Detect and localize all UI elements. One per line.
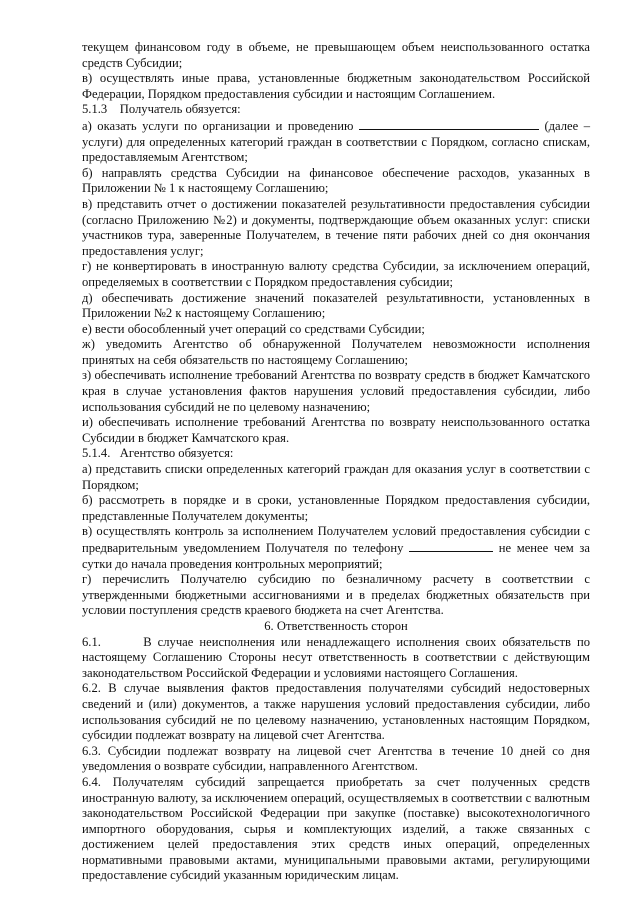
item-5-1-4-g: г) перечислить Получателю субсидию по безналичному расчету в соответствии с утвержденными бюджетными ассигнованиями и в пределах бюджетных обязательств при условии поступления средств краевого бюджета на счет Агентства. (82, 572, 590, 618)
section-6-heading: 6. Ответственность сторон (264, 618, 408, 633)
phone-blank[interactable] (409, 540, 493, 552)
item-text-continued: (далее – услуги) для определенных категорий граждан в соответствии с Порядком, согласно спискам, предоставляемым Агентством; (82, 118, 591, 165)
clause-6-4: 6.4. Получателям субсидий запрещается приобретать за счет полученных средств иностранную валюту, за исключением операций, осуществляемых в соответствии с валютным законодательством Российской Федерации при закупке (поставке) высокотехнологичного импортного оборудования, сырья и комплектующих изделий, а также связанных с достижением целей предоставления этих средств иных операций, определенных нормативными правовыми актами, муниципальными правовыми актами, регулирующими предоставление субсидий указанным юридическим лицам. (82, 774, 590, 883)
item-5-1-3-b: б) направлять средства Субсидии на финансовое обеспечение расходов, указанных в Приложении № 1 к настоящему Соглашению; (82, 165, 590, 196)
item-5-1-3-a (82, 118, 590, 166)
item-5-1-4-v (82, 524, 590, 572)
clause-5-1-3 (82, 102, 590, 118)
item-5-1-3-g: г) не конвертировать в иностранную валюту средства Субсидии, за исключением операций, определяемых в соответствии с Порядком предоставления субсидии; (82, 259, 590, 289)
fill-in-blank[interactable] (359, 118, 539, 130)
clause-title: Агентство обязуется: (119, 446, 234, 461)
item-5-1-3-v: в) представить отчет о достижении показателей результативности предоставления субсидии (согласно Приложению №2) и документы, подтверждающие объем оказанных услуг: списки участников тура, заверенные Получателем, в течение пяти рабочих дней со дня окончания предоставления услуг; (82, 196, 590, 258)
item-5-1-3-e: е) вести обособленный учет операций со средствами Субсидии; (82, 321, 425, 336)
document-page (82, 40, 590, 884)
item-5-1-4-b: б) рассмотреть в порядке и в сроки, установленные Порядком предоставления субсидии, представленные Получателем документы; (82, 493, 590, 523)
clause-number: 5.1.3 (82, 102, 108, 117)
clause-number: 5.1.4. (82, 446, 111, 461)
clause-6-1 (82, 635, 590, 682)
item-text: в) осуществлять контроль за исполнением Получателем условий предоставления субсидии с предварительным уведомлением Получателя по телефону (82, 524, 590, 555)
clause-text: В случае неисполнения или ненадлежащего исполнения своих обязательств по настоящему Соглашению Стороны несут ответственность в соответствии с действующим законодательством Российской Федерации и условиями настоящего Соглашения. (82, 634, 590, 680)
item-5-1-3-i: и) обеспечивать исполнение требований Агентства по возврату неиспользованного остатка Субсидии в бюджет Камчатского края. (82, 415, 590, 445)
paragraph-5-1-2-v: в) осуществлять иные права, установленные бюджетным законодательством Российской Федерации, Порядком предоставления субсидии и настоящим Соглашением. (82, 71, 590, 101)
clause-number: 6.1. (82, 634, 101, 649)
item-5-1-3-zh: ж) уведомить Агентство об обнаруженной Получателем невозможности исполнения принятых на себя обязательств по настоящему Соглашению; (82, 337, 590, 367)
item-text-continued: не менее чем за сутки до начала проведения контрольных мероприятий; (82, 541, 590, 571)
clause-6-3: 6.3. Субсидии подлежат возврату на лицевой счет Агентства в течение 10 дней со дня уведомления о возврате субсидии, направленного Агентством. (82, 743, 590, 774)
item-5-1-4-a: а) представить списки определенных категорий граждан для оказания услуг в соответствии с Порядком; (82, 462, 590, 492)
paragraph-continuation: текущем финансовом году в объеме, не превышающем объем неиспользованного остатка средств Субсидии; (82, 40, 590, 70)
item-text: а) оказать услуги по организации и проведению (82, 118, 354, 133)
clause-5-1-4 (82, 446, 590, 462)
clause-6-2: 6.2. В случае выявления фактов предоставления получателями субсидий недостоверных сведений и (или) документов, а также нарушения условий предоставления субсидии, либо использования субсидий не по целевому назначению, установленных настоящим Порядком, субсидии подлежат возврату на лицевой счет Агентства. (82, 681, 590, 743)
item-5-1-3-d: д) обеспечивать достижение значений показателей результативности, установленных в Приложении №2 к настоящему Соглашению; (82, 290, 590, 321)
item-5-1-3-z: з) обеспечивать исполнение требований Агентства по возврату средств в бюджет Камчатского края в случае установления фактов нарушения условий предоставления субсидии, либо использования субсидий не по целевому назначению; (82, 368, 590, 414)
clause-title: Получатель обязуется: (119, 102, 241, 117)
